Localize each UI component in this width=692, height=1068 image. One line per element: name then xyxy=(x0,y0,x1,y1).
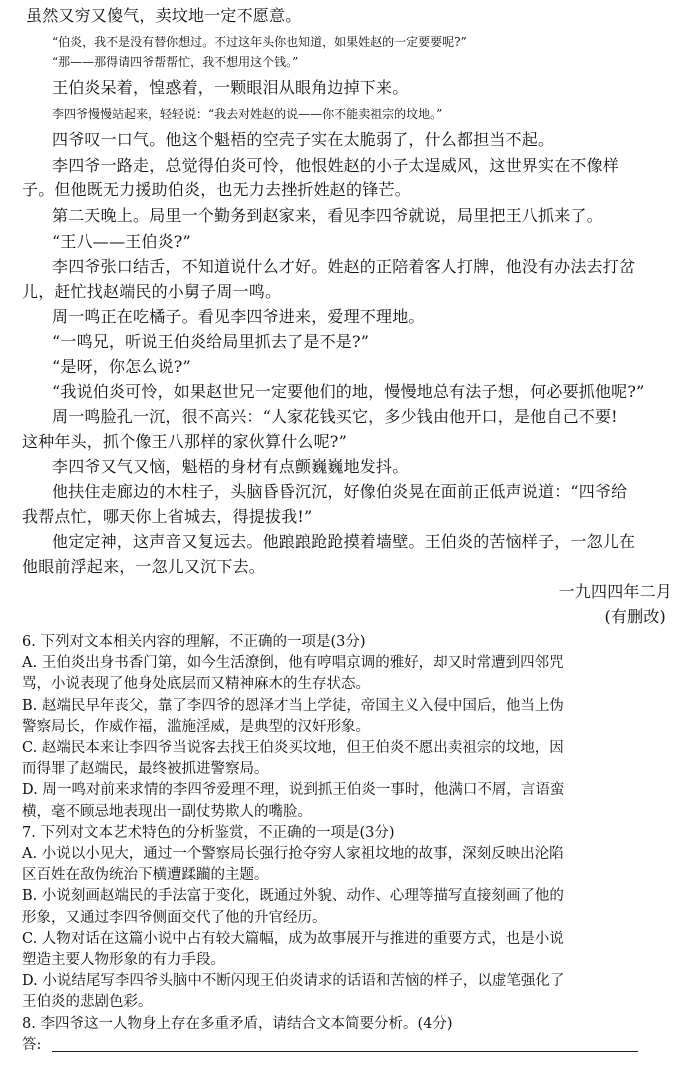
story-line-14: “一鸣兄，听说王伯炎给局里抓去了是不是?” xyxy=(52,332,370,351)
story-note: (有删改) xyxy=(604,607,666,626)
story-line-1: 虽然又穷又傻气，卖坟地一定不愿意。 xyxy=(26,6,302,25)
story-line-20: 他扶住走廊边的木柱子，头脑昏昏沉沉，好像伯炎晃在面前正低声说道：“四爷给 xyxy=(52,482,628,501)
story-line-2: “伯炎，我不是没有替你想过。不过这年头你也知道，如果姓赵的一定要要呢?” xyxy=(52,35,467,49)
story-line-7: 李四爷一路走，总觉得伯炎可怜，他恨姓赵的小子太逞威风，这世界实在不像样 xyxy=(52,156,620,175)
q7-option-d-cont: 王伯炎的悲剧色彩。 xyxy=(22,994,153,1010)
story-line-18: 这种年头，抓个像王八那样的家伙算什么呢?” xyxy=(22,432,347,451)
q7-option-c-cont: 塑造主要人物形象的有力手段。 xyxy=(22,952,225,968)
q7-option-b-cont: 形象，又通过李四爷侧面交代了他的升官经历。 xyxy=(22,910,327,926)
story-line-15: “是呀，你怎么说?” xyxy=(52,357,191,376)
q6-option-a: A. 王伯炎出身书香门第，如今生活潦倒，他有哼唱京调的雅好，却又时常遭到四邻咒 xyxy=(22,655,564,671)
q6-title: 6. 下列对文本相关内容的理解，不正确的一项是(3分) xyxy=(22,634,366,650)
story-line-10: “王八——王伯炎?” xyxy=(52,232,191,251)
q7-option-b: B. 小说刻画赵端民的手法富于变化，既通过外貌、动作、心理等描写直接刻画了他的 xyxy=(22,888,564,904)
q6-option-b-cont: 警察局长，作威作福，滥施淫威，是典型的汉奸形象。 xyxy=(22,719,370,735)
story-line-4: 王伯炎呆着，惶惑着，一颗眼泪从眼角边掉下来。 xyxy=(52,78,409,97)
story-date: 一九四四年二月 xyxy=(558,582,672,601)
story-line-16: “我说伯炎可怜，如果赵世兄一定要他们的地，慢慢地总有法子想，何必要抓他呢?” xyxy=(52,382,645,401)
story-line-19: 李四爷又气又恼，魁梧的身材有点颤巍巍地发抖。 xyxy=(52,457,409,476)
q7-option-a: A. 小说以小见大，通过一个警察局长强行抢夺穷人家祖坟地的故事，深刻反映出沦陷 xyxy=(22,846,564,862)
q8-answer-line[interactable] xyxy=(52,1051,638,1052)
story-line-6: 四爷叹一口气。他这个魁梧的空壳子实在太脆弱了，什么都担当不起。 xyxy=(52,130,555,149)
q7-option-a-cont: 区百姓在敌伪统治下横遭蹂躏的主题。 xyxy=(22,867,269,883)
q8-title: 8. 李四爷这一人物身上存在多重矛盾，请结合文本简要分析。(4分) xyxy=(22,1016,453,1032)
story-line-3: “那——那得请四爷帮帮忙，我不想用这个钱。” xyxy=(52,55,299,69)
story-line-12: 儿，赶忙找赵端民的小舅子周一鸣。 xyxy=(22,282,282,301)
q6-option-c: C. 赵端民本来让李四爷当说客去找王伯炎买坟地，但王伯炎不愿出卖祖宗的坟地，因 xyxy=(22,740,564,756)
q7-title: 7. 下列对文本艺术特色的分析鉴赏，不正确的一项是(3分) xyxy=(22,825,395,841)
q6-option-b: B. 赵端民早年丧父，靠了李四爷的恩泽才当上学徒，帝国主义入侵中国后，他当上伪 xyxy=(22,698,564,714)
q6-option-d: D. 周一鸣对前来求情的李四爷爱理不理，说到抓王伯炎一事时，他满口不屑，言语蛮 xyxy=(22,782,565,798)
story-line-21: 我帮点忙，哪天你上省城去，得提拔我!” xyxy=(22,507,313,526)
q7-option-c: C. 人物对话在这篇小说中占有较大篇幅，成为故事展开与推进的重要方式，也是小说 xyxy=(22,931,564,947)
story-line-22: 他定定神，这声音又复远去。他踉踉跄跄摸着墙壁。王伯炎的苦恼样子，一忽儿在 xyxy=(52,532,636,551)
q8-answer-label: 答: xyxy=(22,1037,42,1053)
story-line-23: 他眼前浮起来，一忽儿又沉下去。 xyxy=(22,557,266,576)
q6-option-a-cont: 骂，小说表现了他身处底层而又精神麻木的生存状态。 xyxy=(22,676,370,692)
story-line-5: 李四爷慢慢站起来，轻轻说：“我去对姓赵的说——你不能卖祖宗的坟地。” xyxy=(52,107,443,121)
story-line-11: 李四爷张口结舌，不知道说什么才好。姓赵的正陪着客人打牌，他没有办法去打岔 xyxy=(52,257,636,276)
story-line-17: 周一鸣脸孔一沉，很不高兴：“人家花钱买它，多少钱由他开口，是他自己不要! xyxy=(52,407,618,426)
q7-option-d: D. 小说结尾写李四爷头脑中不断闪现王伯炎请求的话语和苦恼的样子，以虚笔强化了 xyxy=(22,973,565,989)
story-line-9: 第二天晚上。局里一个勤务到赵家来，看见李四爷就说，局里把王八抓来了。 xyxy=(52,206,603,225)
q6-option-d-cont: 横，毫不顾忌地表现出一副仗势欺人的嘴脸。 xyxy=(22,804,312,820)
story-line-8: 子。但他既无力援助伯炎，也无力去挫折姓赵的锋芒。 xyxy=(22,180,411,199)
story-line-13: 周一鸣正在吃橘子。看见李四爷进来，爱理不理地。 xyxy=(52,307,425,326)
q6-option-c-cont: 而得罪了赵端民，最终被抓进警察局。 xyxy=(22,761,269,777)
